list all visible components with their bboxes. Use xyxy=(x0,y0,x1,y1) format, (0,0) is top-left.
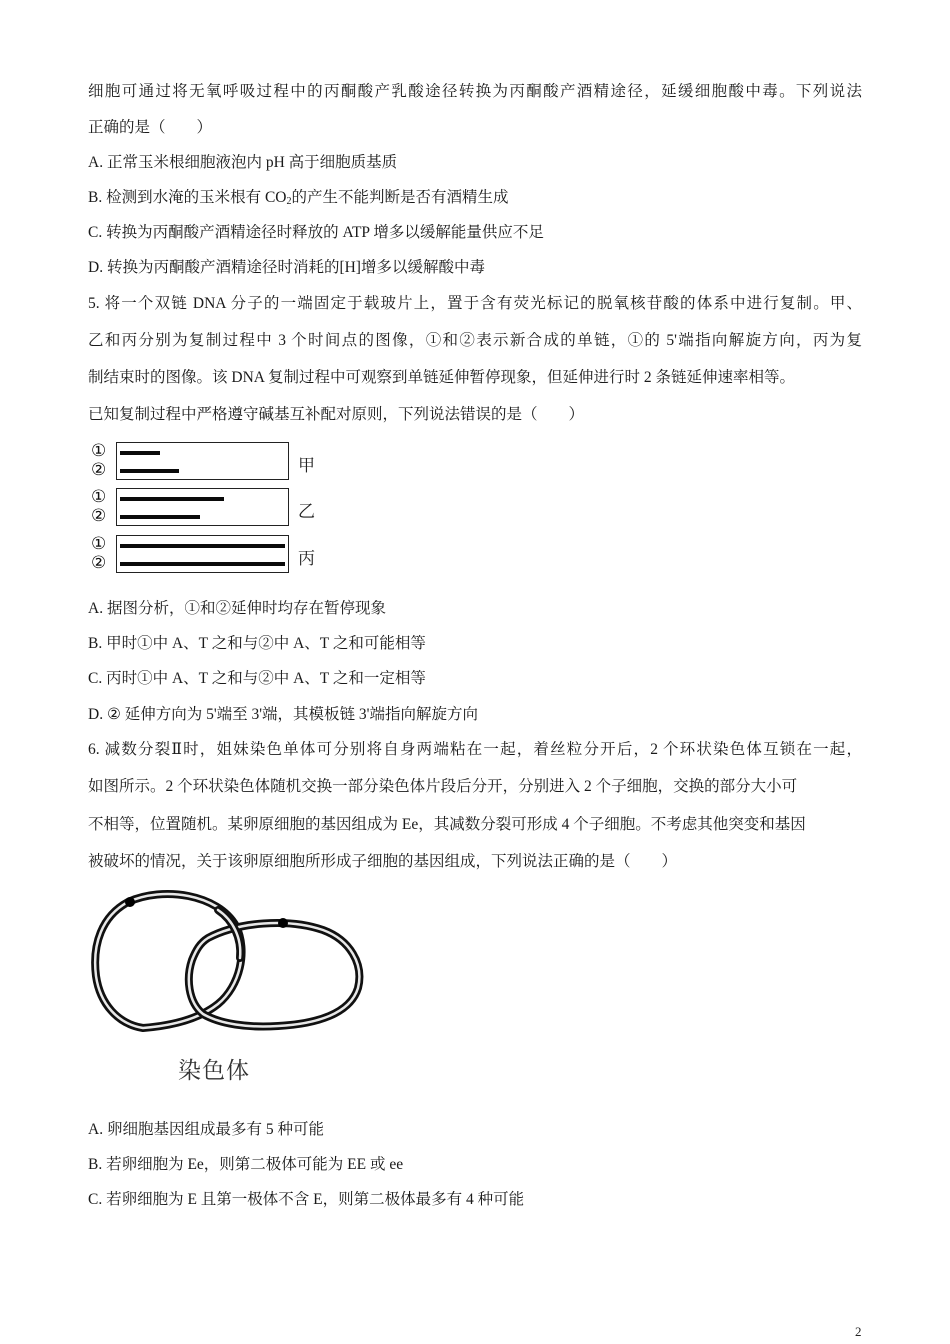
q6-option-b: B. 若卵细胞为 Ee，则第二极体可能为 EE 或 ee xyxy=(88,1156,404,1173)
q6-stem-line-4: 被破坏的情况，关于该卵原细胞所形成子细胞的基因组成，下列说法正确的是（ ） xyxy=(88,853,678,870)
centromere-dot xyxy=(125,897,135,907)
dna-box xyxy=(116,442,289,480)
q4-option-b xyxy=(88,188,509,208)
q4-option-c: C. 转换为丙酮酸产酒精途径时释放的 ATP 增多以缓解能量供应不足 xyxy=(88,224,544,241)
strand-1-bar xyxy=(120,451,160,455)
dna-row-jia xyxy=(88,442,328,482)
q5-option-b: B. 甲时①中 A、T 之和与②中 A、T 之和可能相等 xyxy=(88,635,426,652)
q4-option-b-prefix: B. 检测到水淹的玉米根有 CO xyxy=(88,189,287,206)
figure-caption: 染色体 xyxy=(178,1058,250,1084)
page-number: 2 xyxy=(855,1324,862,1339)
q5-stem-line-1: 5. 将一个双链 DNA 分子的一端固定于载玻片上，置于含有荧光标记的脱氧核苷酸的体系中进行复制。甲、 xyxy=(88,295,862,312)
row-label: 甲 xyxy=(298,456,315,476)
dna-row-yi xyxy=(88,488,328,528)
q5-stem-line-3: 制结束时的图像。该 DNA 复制过程中可观察到单链延伸暂停现象，但延伸进行时 2 条链延伸速率相等。 xyxy=(88,369,795,386)
q6-option-a: A. 卵细胞基因组成最多有 5 种可能 xyxy=(88,1121,324,1138)
strand-2-label: ② xyxy=(91,506,107,526)
q4-stem-line-1: 细胞可通过将无氧呼吸过程中的丙酮酸产乳酸途径转换为丙酮酸产酒精途径，延缓细胞酸中毒。下列说法 xyxy=(88,83,862,100)
strand-2-bar xyxy=(120,562,285,566)
strand-1-bar xyxy=(120,497,224,501)
q5-stem-line-2: 乙和丙分别为复制过程中 3 个时间点的图像，①和②表示新合成的单链，①的 5'端指向解旋方向，丙为复 xyxy=(88,332,862,349)
dna-box xyxy=(116,535,289,573)
centromere-dot xyxy=(278,918,288,928)
q4-option-d: D. 转换为丙酮酸产酒精途径时消耗的[H]增多以缓解酸中毒 xyxy=(88,259,485,276)
strand-1-label: ① xyxy=(91,441,107,461)
q5-option-a: A. 据图分析，①和②延伸时均存在暂停现象 xyxy=(88,600,386,617)
row-label: 丙 xyxy=(298,549,315,569)
q5-option-c: C. 丙时①中 A、T 之和与②中 A、T 之和一定相等 xyxy=(88,670,426,687)
strand-2-label: ② xyxy=(91,460,107,480)
q4-option-b-suffix: 的产生不能判断是否有酒精生成 xyxy=(291,189,509,206)
q6-option-c: C. 若卵细胞为 E 且第一极体不含 E，则第二极体最多有 4 种可能 xyxy=(88,1191,525,1208)
dna-box xyxy=(116,488,289,526)
q4-option-a: A. 正常玉米根细胞液泡内 pH 高于细胞质基质 xyxy=(88,154,398,171)
row-label: 乙 xyxy=(298,502,315,522)
ring-chromosome-figure xyxy=(88,886,368,1086)
q5-option-d: D. ② 延伸方向为 5'端至 3'端，其模板链 3'端指向解旋方向 xyxy=(88,706,478,723)
interlocked-rings-illustration xyxy=(88,886,368,1056)
strand-1-bar xyxy=(120,544,285,548)
q6-stem-line-2: 如图所示。2 个环状染色体随机交换一部分染色体片段后分开，分别进入 2 个子细胞，交换的部分大小可 xyxy=(88,778,798,795)
strand-1-label: ① xyxy=(91,534,107,554)
q4-option-b-subscript: 2 xyxy=(286,196,292,207)
q6-stem-line-3: 不相等，位置随机。某卵原细胞的基因组成为 Ee，其减数分裂可形成 4 个子细胞。不考虑其他突变和基因 xyxy=(88,816,806,833)
q6-stem-line-1: 6. 减数分裂Ⅱ时，姐妹染色单体可分别将自身两端粘在一起，着丝粒分开后，2 个环状染色体互锁在一起， xyxy=(88,741,862,758)
q5-stem-line-4: 已知复制过程中严格遵守碱基互补配对原则，下列说法错误的是（ ） xyxy=(88,406,585,423)
strand-2-bar xyxy=(120,515,200,519)
dna-row-bing xyxy=(88,535,328,575)
q4-stem-line-2: 正确的是（ ） xyxy=(88,119,213,136)
strand-1-label: ① xyxy=(91,487,107,507)
dna-replication-figure xyxy=(88,440,328,580)
strand-2-label: ② xyxy=(91,553,107,573)
strand-2-bar xyxy=(120,469,179,473)
